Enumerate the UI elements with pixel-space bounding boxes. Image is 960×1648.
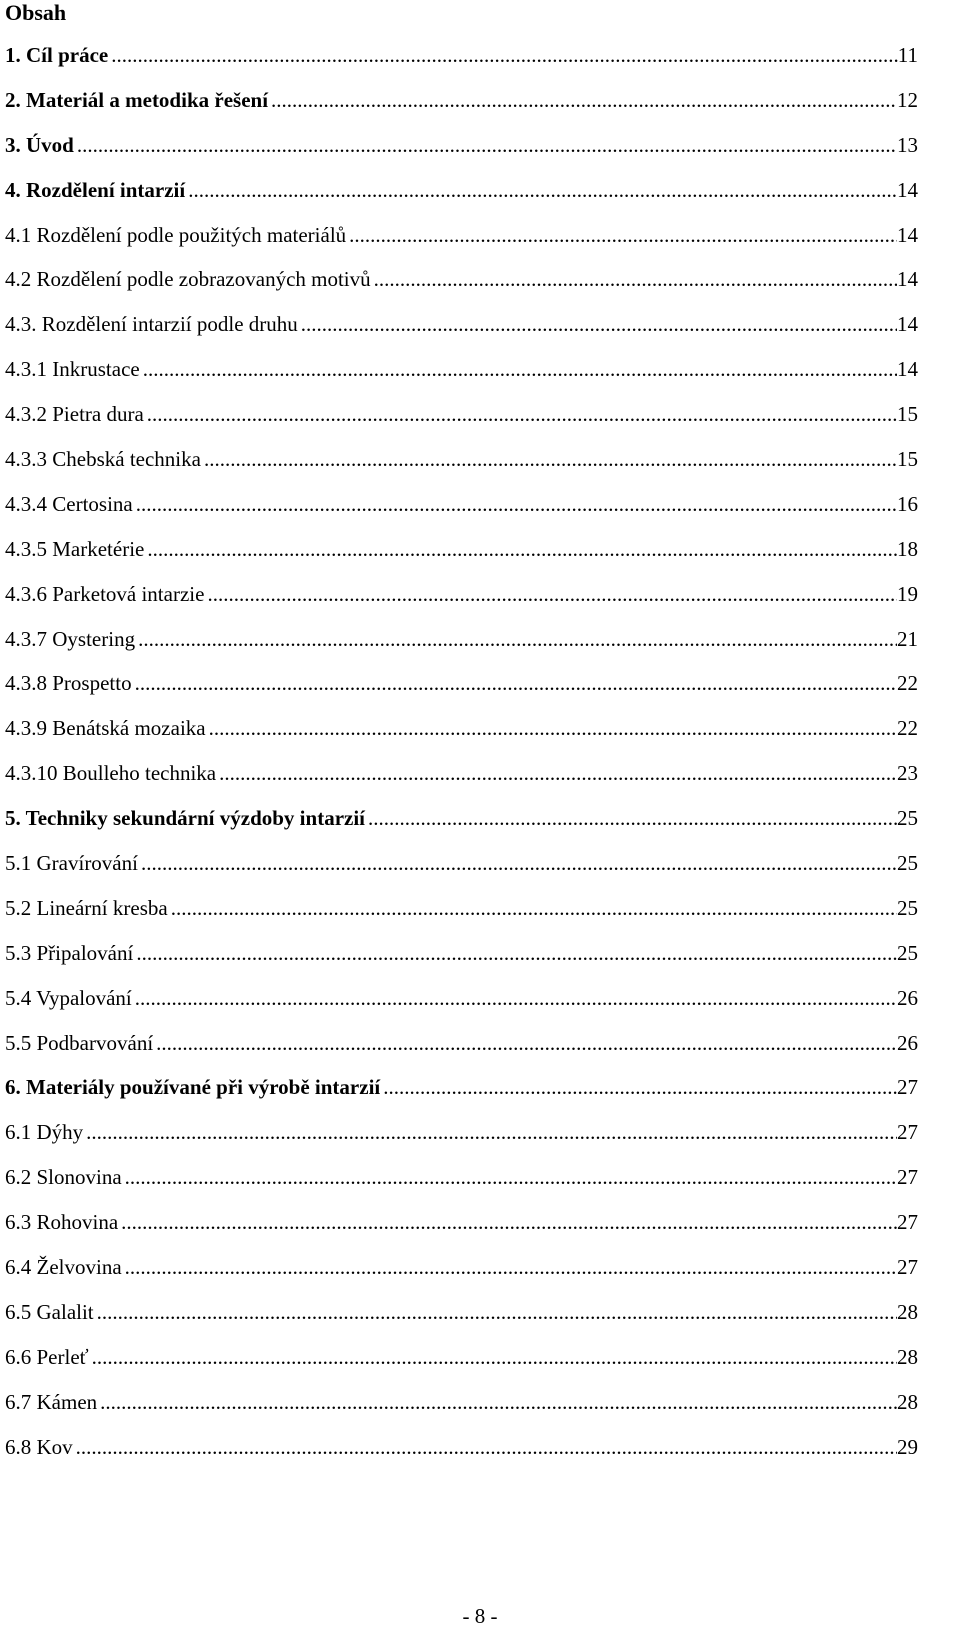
toc-entry-page: 13 — [897, 132, 918, 157]
toc-entry-page: 14 — [897, 177, 918, 202]
toc-entry-page: 27 — [897, 1165, 918, 1190]
toc-entry-page: 19 — [897, 581, 918, 606]
toc-entry[interactable] — [5, 42, 918, 87]
toc-entry-page: 14 — [897, 267, 918, 292]
toc-entry-page: 14 — [897, 222, 918, 247]
toc-leader-dots — [185, 177, 897, 203]
toc-leader-dots — [206, 715, 897, 741]
toc-entry[interactable] — [5, 491, 918, 536]
toc-leader-dots — [144, 536, 897, 562]
toc-leader-dots — [133, 491, 897, 517]
toc-leader-dots — [89, 1344, 897, 1370]
toc-entry-label: 4.3.2 Pietra dura — [5, 402, 144, 427]
toc-entry[interactable] — [5, 1164, 918, 1209]
toc-entry-label: 6.5 Galalit — [5, 1299, 94, 1324]
toc-entry[interactable] — [5, 670, 918, 715]
toc-entry[interactable] — [5, 1299, 918, 1344]
toc-entry-page: 27 — [897, 1075, 918, 1100]
toc-entry[interactable] — [5, 311, 918, 356]
toc-entry-page: 15 — [897, 402, 918, 427]
toc-leader-dots — [380, 1074, 897, 1100]
toc-entry-label: 4.3.5 Marketérie — [5, 536, 145, 561]
toc-entry-label: 4.3.7 Oystering — [5, 626, 136, 651]
toc-entry-label: 4.3.1 Inkrustace — [5, 357, 140, 382]
toc-entry-label: 4.3.9 Benátská mozaika — [5, 716, 206, 741]
toc-entry[interactable] — [5, 715, 918, 760]
toc-entry[interactable] — [5, 1030, 918, 1075]
toc-entry[interactable] — [5, 446, 918, 491]
toc-leader-dots — [73, 1434, 897, 1460]
toc-entry[interactable] — [5, 581, 918, 626]
toc-leader-dots — [365, 805, 897, 831]
toc-entry-label: 4.2 Rozdělení podle zobrazovaných motivů — [5, 267, 371, 292]
toc-entry[interactable] — [5, 1119, 918, 1164]
toc-entry[interactable] — [5, 536, 918, 581]
toc-entry[interactable] — [5, 1434, 918, 1479]
toc-entry[interactable] — [5, 222, 918, 267]
toc-entry[interactable] — [5, 760, 918, 805]
toc-leader-dots — [135, 626, 897, 652]
toc-leader-dots — [371, 266, 897, 292]
toc-entry-page: 28 — [897, 1299, 918, 1324]
toc-leader-dots — [97, 1389, 897, 1415]
toc-leader-dots — [122, 1164, 897, 1190]
toc-leader-dots — [346, 222, 897, 248]
toc-entry-page: 14 — [897, 312, 918, 337]
toc-entry[interactable] — [5, 626, 918, 671]
toc-leader-dots — [268, 87, 897, 113]
toc-leader-dots — [298, 311, 897, 337]
toc-entry[interactable] — [5, 805, 918, 850]
toc-entry-label: 4.1 Rozdělení podle použitých materiálů — [5, 222, 347, 247]
toc-entry-label: 5.1 Gravírování — [5, 851, 138, 876]
toc-entry[interactable] — [5, 1209, 918, 1254]
toc-entry-page: 27 — [897, 1255, 918, 1280]
toc-leader-dots — [74, 132, 897, 158]
toc-entry[interactable] — [5, 985, 918, 1030]
toc-leader-dots — [94, 1299, 897, 1325]
toc-entry-page: 29 — [897, 1434, 918, 1459]
toc-entry-page: 11 — [897, 43, 918, 67]
page-title: Obsah — [5, 0, 67, 25]
toc-entry-page: 21 — [897, 626, 918, 651]
toc-entry[interactable] — [5, 850, 918, 895]
toc-entry[interactable] — [5, 356, 918, 401]
toc-entry[interactable] — [5, 401, 918, 446]
table-of-contents — [5, 42, 918, 1479]
toc-entry-label: 6. Materiály používané při výrobě intarzií — [5, 1075, 381, 1100]
toc-entry-label: 6.7 Kámen — [5, 1389, 98, 1414]
toc-entry[interactable] — [5, 177, 918, 222]
toc-entry-label: 1. Cíl práce — [5, 43, 109, 67]
toc-entry-page: 25 — [897, 806, 918, 831]
toc-entry-page: 26 — [897, 985, 918, 1010]
toc-entry-page: 25 — [897, 895, 918, 920]
toc-entry-page: 22 — [897, 671, 918, 696]
toc-entry-label: 4.3.4 Certosina — [5, 491, 133, 516]
toc-entry-page: 27 — [897, 1210, 918, 1235]
toc-entry-label: 5.3 Připalování — [5, 940, 134, 965]
toc-leader-dots — [204, 581, 897, 607]
toc-entry-page: 26 — [897, 1030, 918, 1055]
toc-entry-label: 5. Techniky sekundární výzdoby intarzií — [5, 806, 366, 831]
toc-leader-dots — [133, 940, 897, 966]
toc-entry-label: 4.3.6 Parketová intarzie — [5, 581, 205, 606]
toc-entry-label: 5.4 Vypalování — [5, 985, 132, 1010]
toc-leader-dots — [201, 446, 897, 472]
toc-entry[interactable] — [5, 87, 918, 132]
toc-entry-page: 27 — [897, 1120, 918, 1145]
toc-entry[interactable] — [5, 1344, 918, 1389]
toc-entry-label: 4. Rozdělení intarzií — [5, 177, 186, 202]
toc-entry-page: 23 — [897, 761, 918, 786]
toc-entry[interactable] — [5, 940, 918, 985]
toc-leader-dots — [132, 670, 897, 696]
toc-leader-dots — [108, 42, 898, 68]
toc-entry[interactable] — [5, 266, 918, 311]
toc-entry-page: 25 — [897, 851, 918, 876]
toc-entry[interactable] — [5, 1254, 918, 1299]
toc-entry-page: 12 — [897, 87, 918, 112]
toc-leader-dots — [153, 1030, 897, 1056]
toc-entry-label: 6.3 Rohovina — [5, 1210, 119, 1235]
toc-entry-label: 3. Úvod — [5, 132, 74, 157]
toc-leader-dots — [140, 356, 897, 382]
toc-entry-page: 18 — [897, 536, 918, 561]
toc-entry-label: 6.2 Slonovina — [5, 1165, 122, 1190]
toc-entry-label: 6.4 Želvovina — [5, 1255, 122, 1280]
toc-entry[interactable] — [5, 895, 918, 940]
toc-entry-page: 28 — [897, 1344, 918, 1369]
toc-entry[interactable] — [5, 132, 918, 177]
toc-entry-page: 22 — [897, 716, 918, 741]
toc-entry-label: 4.3.10 Boulleho technika — [5, 761, 217, 786]
toc-entry-label: 6.6 Perleť — [5, 1344, 89, 1369]
toc-entry[interactable] — [5, 1074, 918, 1119]
toc-entry-label: 5.5 Podbarvování — [5, 1030, 154, 1055]
toc-entry-label: 4.3. Rozdělení intarzií podle druhu — [5, 312, 298, 337]
toc-entry-label: 4.3.8 Prospetto — [5, 671, 132, 696]
toc-leader-dots — [216, 760, 897, 786]
page-number: - 8 - — [462, 1604, 498, 1628]
toc-entry-page: 25 — [897, 940, 918, 965]
toc-entry[interactable] — [5, 1389, 918, 1434]
toc-leader-dots — [83, 1119, 897, 1145]
toc-leader-dots — [132, 985, 897, 1011]
toc-leader-dots — [118, 1209, 897, 1235]
toc-entry-label: 6.1 Dýhy — [5, 1120, 84, 1145]
toc-entry-page: 16 — [897, 491, 918, 516]
toc-entry-page: 14 — [897, 357, 918, 382]
toc-leader-dots — [168, 895, 897, 921]
toc-leader-dots — [144, 401, 897, 427]
toc-leader-dots — [122, 1254, 897, 1280]
toc-leader-dots — [138, 850, 897, 876]
toc-entry-page: 15 — [897, 447, 918, 472]
toc-entry-page: 28 — [897, 1389, 918, 1414]
toc-entry-label: 5.2 Lineární kresba — [5, 895, 168, 920]
toc-entry-label: 4.3.3 Chebská technika — [5, 447, 201, 472]
toc-entry-label: 6.8 Kov — [5, 1434, 73, 1459]
toc-entry-label: 2. Materiál a metodika řešení — [5, 87, 269, 112]
